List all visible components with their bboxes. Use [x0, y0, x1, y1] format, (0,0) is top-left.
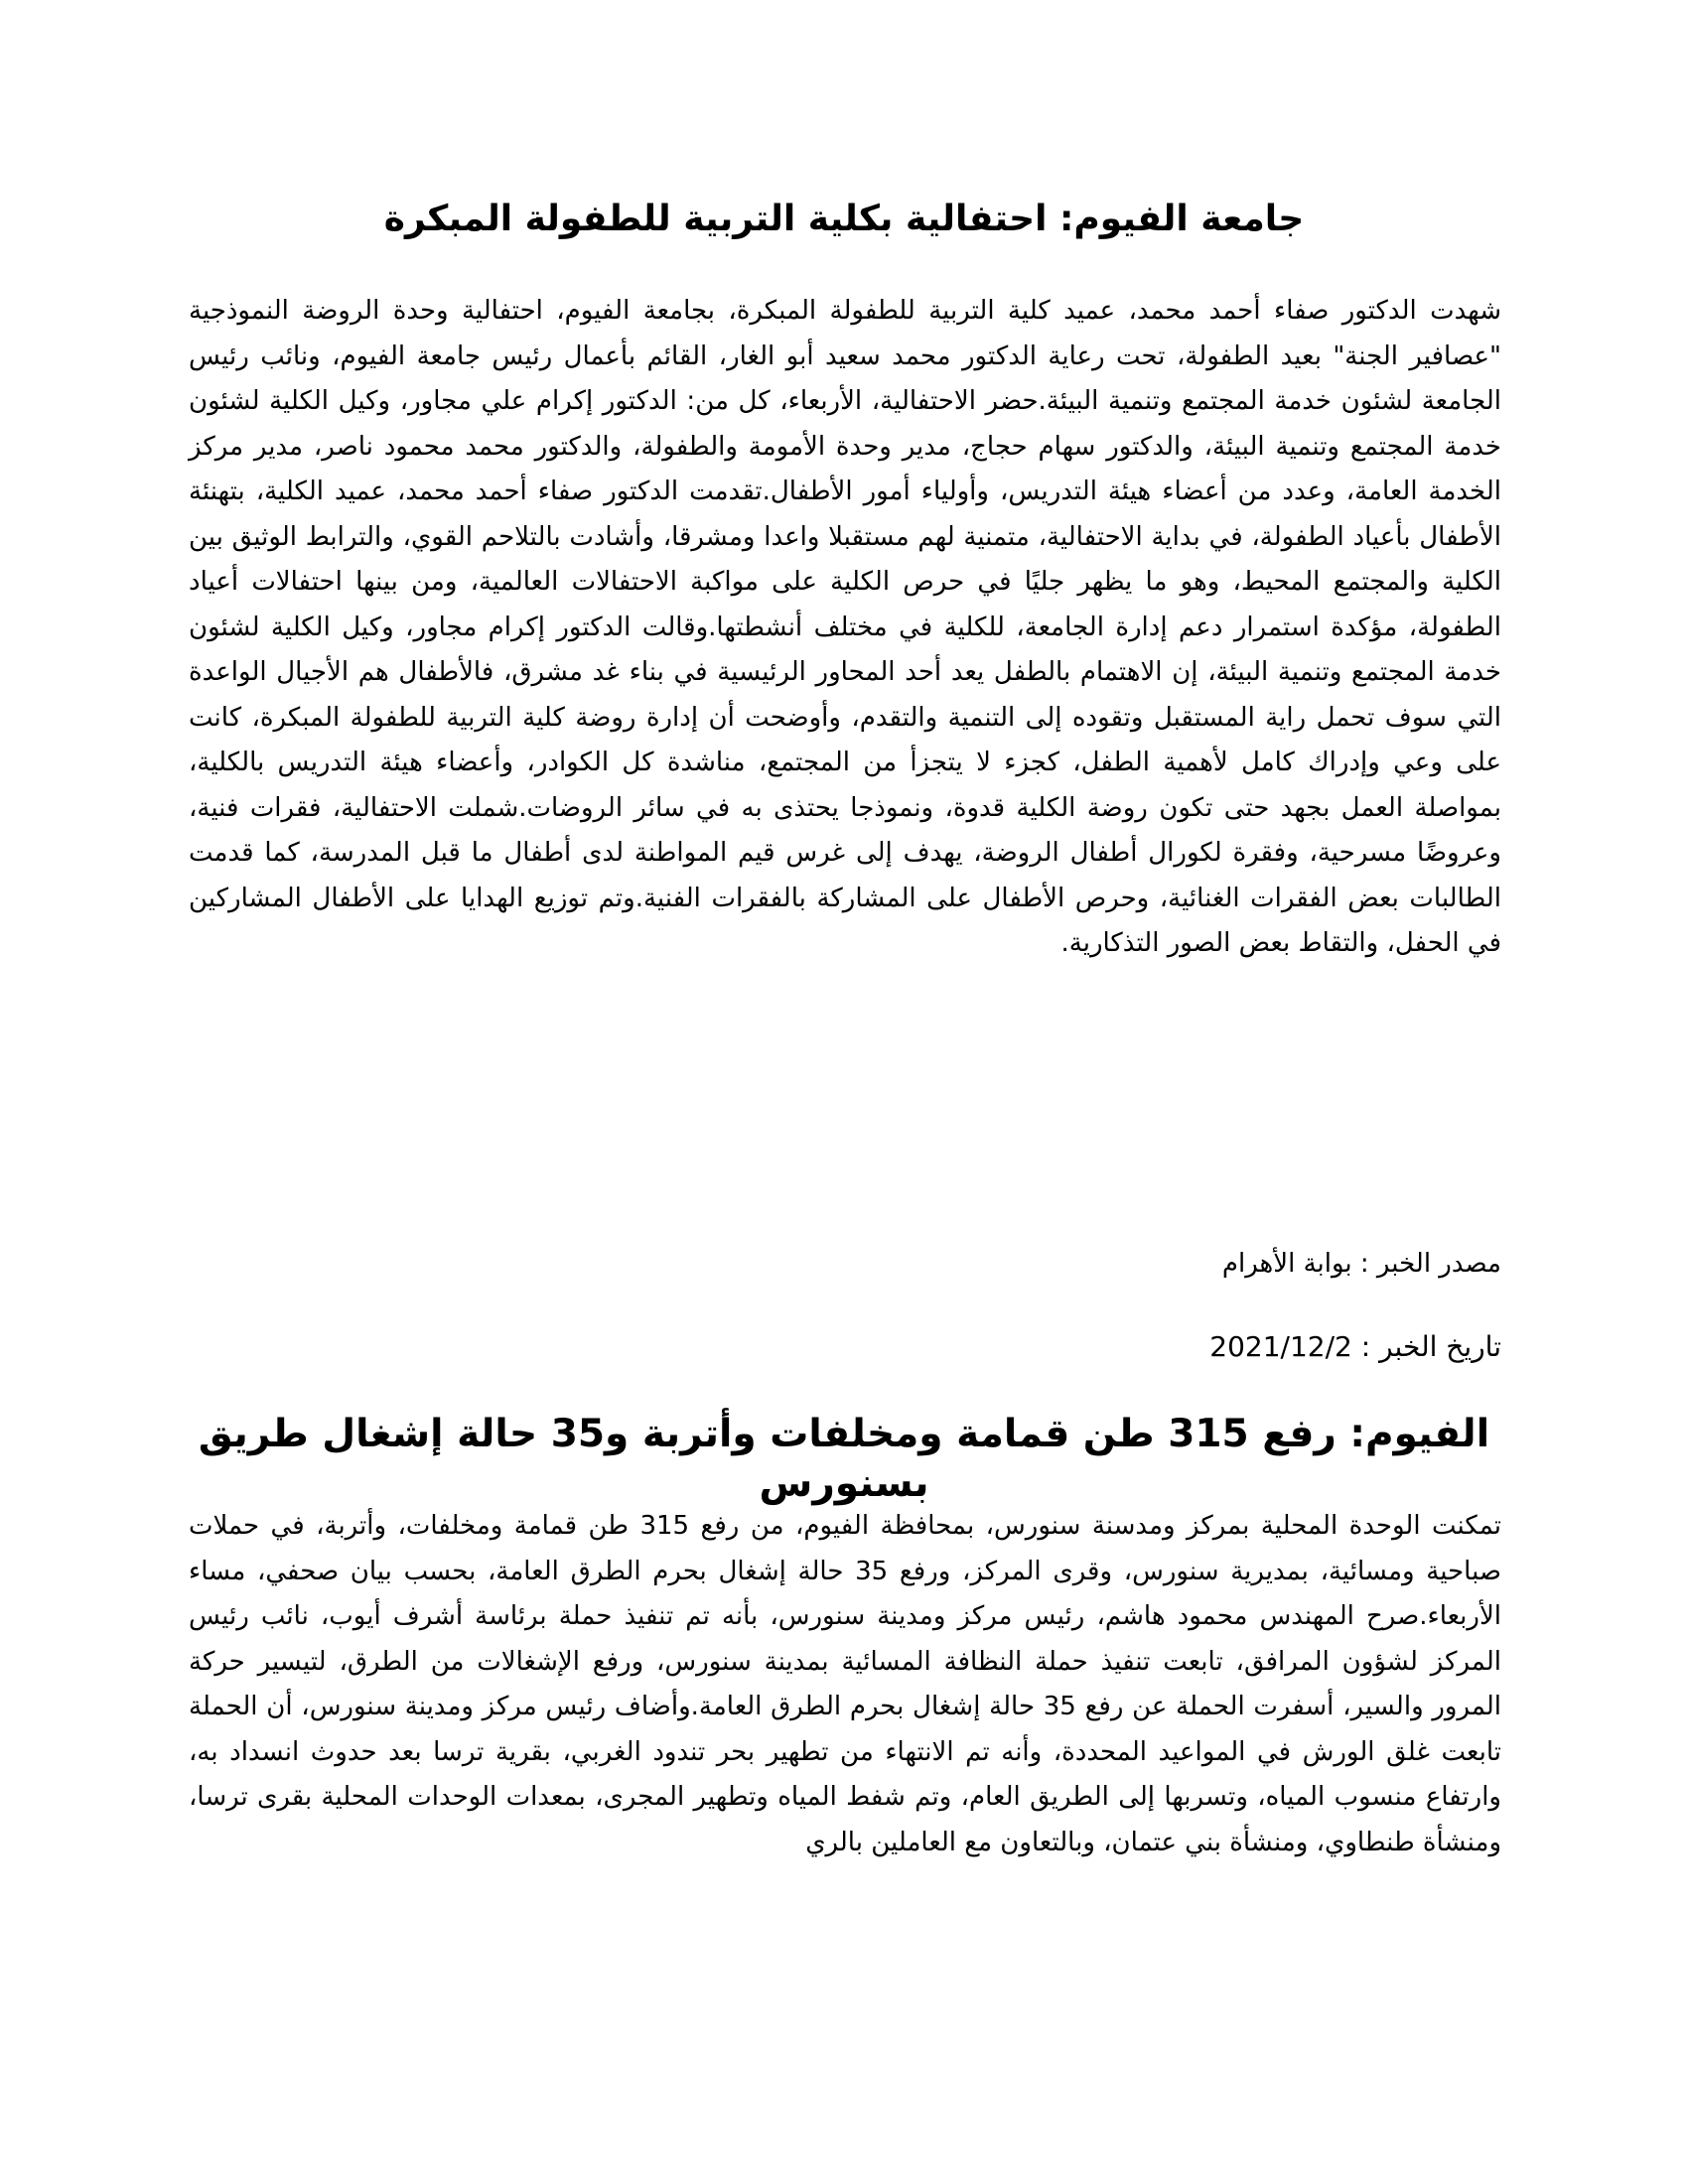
article-title-second: الفيوم: رفع 315 طن قمامة ومخلفات وأتربة و35 حالة إشغال طريق بسنورس	[198, 1412, 1490, 1506]
article-body: شهدت الدكتور صفاء أحمد محمد، عميد كلية التربية للطفولة المبكرة، بجامعة الفيوم، احتفالية وحدة الروضة النموذجية "عصافير الجنة" بعيد الطفولة، تحت رعاية الدكتور محمد سعيد أبو الغار، القائم بأعمال رئيس جامعة الفيوم، ونائب رئيس الجامعة لشئون خدمة المجتمع وتنمية البيئة.حضر الاحتفالية، الأربعاء، كل من: الدكتور إكرام علي مجاور، وكيل الكلية لشئون خدمة المجتمع وتنمية البيئة، والدكتور سهام حجاج، مدير وحدة الأمومة والطفولة، والدكتور محمد محمود ناصر، مدير مركز الخدمة العامة، وعدد من أعضاء هيئة التدريس، وأولياء أمور الأطفال.تقدمت الدكتور صفاء أحمد محمد، عميد الكلية، بتهنئة الأطفال بأعياد الطفولة، في بداية الاحتفالية، متمنية لهم مستقبلا واعدا ومشرقا، وأشادت بالتلاحم القوي، والترابط الوثيق بين الكلية والمجتمع المحيط، وهو ما يظهر جليًا في حرص الكلية على مواكبة الاحتفالات العالمية، ومن بينها احتفالات أعياد الطفولة، مؤكدة استمرار دعم إدارة الجامعة، للكلية في مختلف أنشطتها.وقالت الدكتور إكرام مجاور، وكيل الكلية لشئون خدمة المجتمع وتنمية البيئة، إن الاهتمام بالطفل يعد أحد المحاور الرئيسية في بناء غد مشرق، فالأطفال هم الأجيال الواعدة التي سوف تحمل راية المستقبل وتقوده إلى التنمية والتقدم، وأوضحت أن إدارة روضة كلية التربية للطفولة المبكرة، كانت على وعي وإدراك كامل لأهمية الطفل، كجزء لا يتجزأ من المجتمع، مناشدة كل الكوادر، وأعضاء هيئة التدريس بالكلية، بمواصلة العمل بجهد حتى تكون روضة الكلية قدوة، ونموذجا يحتذى به في سائر الروضات.شملت الاحتفالية، فقرات فنية، وعروضًا مسرحية، وفقرة لكورال أطفال الروضة، يهدف إلى غرس قيم المواطنة لدى أطفال ما قبل المدرسة، كما قدمت الطالبات بعض الفقرات الغنائية، وحرص الأطفال على المشاركة بالفقرات الفنية.وتم توزيع الهدايا على الأطفال المشاركين في الحفل، والتقاط بعض الصور التذكارية.	[189, 296, 1501, 958]
article-body-second: تمكنت الوحدة المحلية بمركز ومدسنة سنورس، بمحافظة الفيوم، من رفع 315 طن قمامة ومخلفات، وأتربة، في حملات صباحية ومسائية، بمديرية سنورس، وقرى المركز، ورفع 35 حالة إشغال بحرم الطرق العامة، بحسب بيان صحفي، مساء الأربعاء.صرح المهندس محمود هاشم، رئيس مركز ومدينة سنورس، بأنه تم تنفيذ حملة برئاسة أشرف أيوب، نائب رئيس المركز لشؤون المرافق، تابعت تنفيذ حملة النظافة المسائية بمدينة سنورس، ورفع الإشغالات من الطرق، لتيسير حركة المرور والسير، أسفرت الحملة عن رفع 35 حالة إشغال بحرم الطرق العامة.وأضاف رئيس مركز ومدينة سنورس، أن الحملة تابعت غلق الورش في المواعيد المحددة، وأنه تم الانتهاء من تطهير بحر تندود الغربي، بقرية ترسا بعد حدوث انسداد به، وارتفاع منسوب المياه، وتسربها إلى الطريق العام، وتم شفط المياه وتطهير المجرى، بمعدات الوحدات المحلية بقرى ترسا، ومنشأة طنطاوي، ومنشأة بني عتمان، وبالتعاون مع العاملين بالري	[189, 1511, 1502, 1857]
news-date: تاريخ الخبر : 2021/12/2	[1209, 1330, 1501, 1363]
news-source: مصدر الخبر : بوابة الأهرام	[1221, 1249, 1501, 1279]
article-title: جامعة الفيوم: احتفالية بكلية التربية للطفولة المبكرة	[383, 199, 1305, 239]
